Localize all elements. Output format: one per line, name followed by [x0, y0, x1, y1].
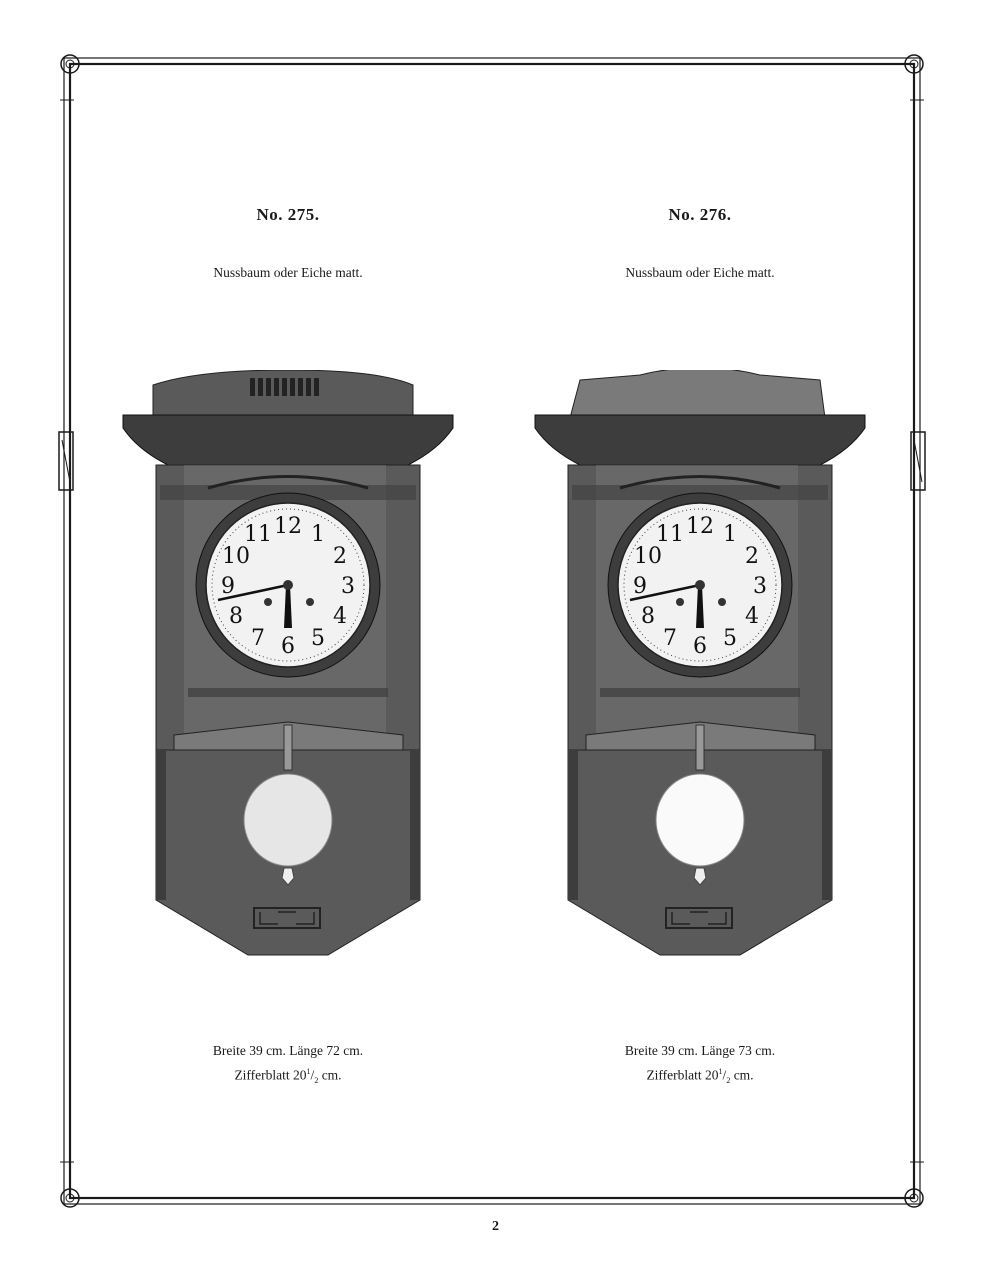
crown-carving	[258, 378, 263, 396]
crown-carving	[282, 378, 287, 396]
dial-numeral: 12	[686, 514, 714, 539]
dimensions-size: Breite 39 cm. Länge 73 cm.	[624, 1043, 776, 1058]
dial-numeral: 1	[723, 522, 737, 548]
pendulum-rod	[284, 725, 292, 770]
dial-numeral: 5	[311, 625, 325, 651]
dial-size-text: Zifferblatt 20	[646, 1067, 719, 1083]
clock-cornice	[123, 415, 453, 465]
clock-crown	[570, 370, 825, 418]
dimensions-size: Breite 39 cm. Länge 72 cm.	[212, 1043, 364, 1058]
dial-numeral: 2	[744, 544, 759, 569]
dial-size-fraction-numerator: 1	[306, 1067, 311, 1076]
item-dimensions	[78, 1040, 498, 1091]
lower-carved-band	[600, 688, 800, 697]
item-title: No. 276.	[668, 205, 732, 224]
dial-numeral: 8	[641, 604, 656, 629]
dial-size-fraction-numerator: 1	[718, 1067, 723, 1076]
hand-hub	[695, 580, 705, 590]
dial-numeral: 5	[723, 625, 737, 651]
dial-numeral: 6	[281, 634, 295, 659]
dial-numeral: 9	[633, 574, 647, 599]
dial-numeral: 11	[656, 522, 684, 548]
dial-numeral: 6	[693, 634, 707, 659]
dial-size-text: Zifferblatt 20	[234, 1067, 307, 1083]
item-dimensions	[490, 1040, 910, 1091]
winding-hole	[306, 598, 314, 606]
clock-cornice	[535, 415, 865, 465]
page-number: 2	[492, 1219, 499, 1234]
wall-clock-illustration	[490, 370, 910, 960]
item-material: Nussbaum oder Eiche matt.	[625, 265, 775, 280]
case-side-shadow	[410, 750, 420, 900]
dial-size-fraction-denominator: 2	[314, 1076, 319, 1086]
case-side-shadow	[568, 750, 578, 900]
crown-carving	[298, 378, 303, 396]
dial-numeral: 9	[221, 574, 235, 599]
dial-numeral: 4	[744, 604, 759, 629]
pendulum-rod	[696, 725, 704, 770]
pendulum-bob	[244, 774, 332, 866]
crown-carving	[250, 378, 255, 396]
dial-numeral: 4	[332, 604, 347, 629]
hand-hub	[283, 580, 293, 590]
dial-numeral: 8	[229, 604, 244, 629]
dial-size-unit: cm.	[318, 1067, 342, 1083]
dial-numeral: 12	[274, 514, 302, 539]
dial-size-unit: cm.	[730, 1067, 754, 1083]
crown-carving	[306, 378, 311, 396]
dial-size-fraction-denominator: 2	[726, 1076, 731, 1086]
dial-numeral: 7	[663, 625, 677, 651]
crown-carving	[274, 378, 279, 396]
dimensions-dial: Zifferblatt $20^1/_2$ cm.	[234, 1067, 342, 1086]
dial-numeral: 11	[244, 522, 272, 548]
crown-carving	[290, 378, 295, 396]
dial-numeral: 3	[341, 574, 355, 599]
item-material: Nussbaum oder Eiche matt.	[213, 265, 363, 280]
crown-carving	[314, 378, 319, 396]
lower-carved-band	[188, 688, 388, 697]
dial-numeral: 2	[332, 544, 347, 569]
winding-hole	[718, 598, 726, 606]
item-title: No. 275.	[256, 205, 320, 224]
dial-numeral: 3	[753, 574, 767, 599]
winding-hole	[676, 598, 684, 606]
dial-numeral: 1	[311, 522, 325, 548]
wall-clock-illustration	[78, 370, 498, 960]
case-side-shadow	[822, 750, 832, 900]
pendulum-bob	[656, 774, 744, 866]
dimensions-dial: Zifferblatt $20^1/_2$ cm.	[646, 1067, 754, 1086]
dial-numeral: 10	[222, 544, 251, 569]
winding-hole	[264, 598, 272, 606]
dial-numeral: 10	[634, 544, 663, 569]
dial-numeral: 7	[251, 625, 265, 651]
crown-carving	[266, 378, 271, 396]
case-side-shadow	[156, 750, 166, 900]
